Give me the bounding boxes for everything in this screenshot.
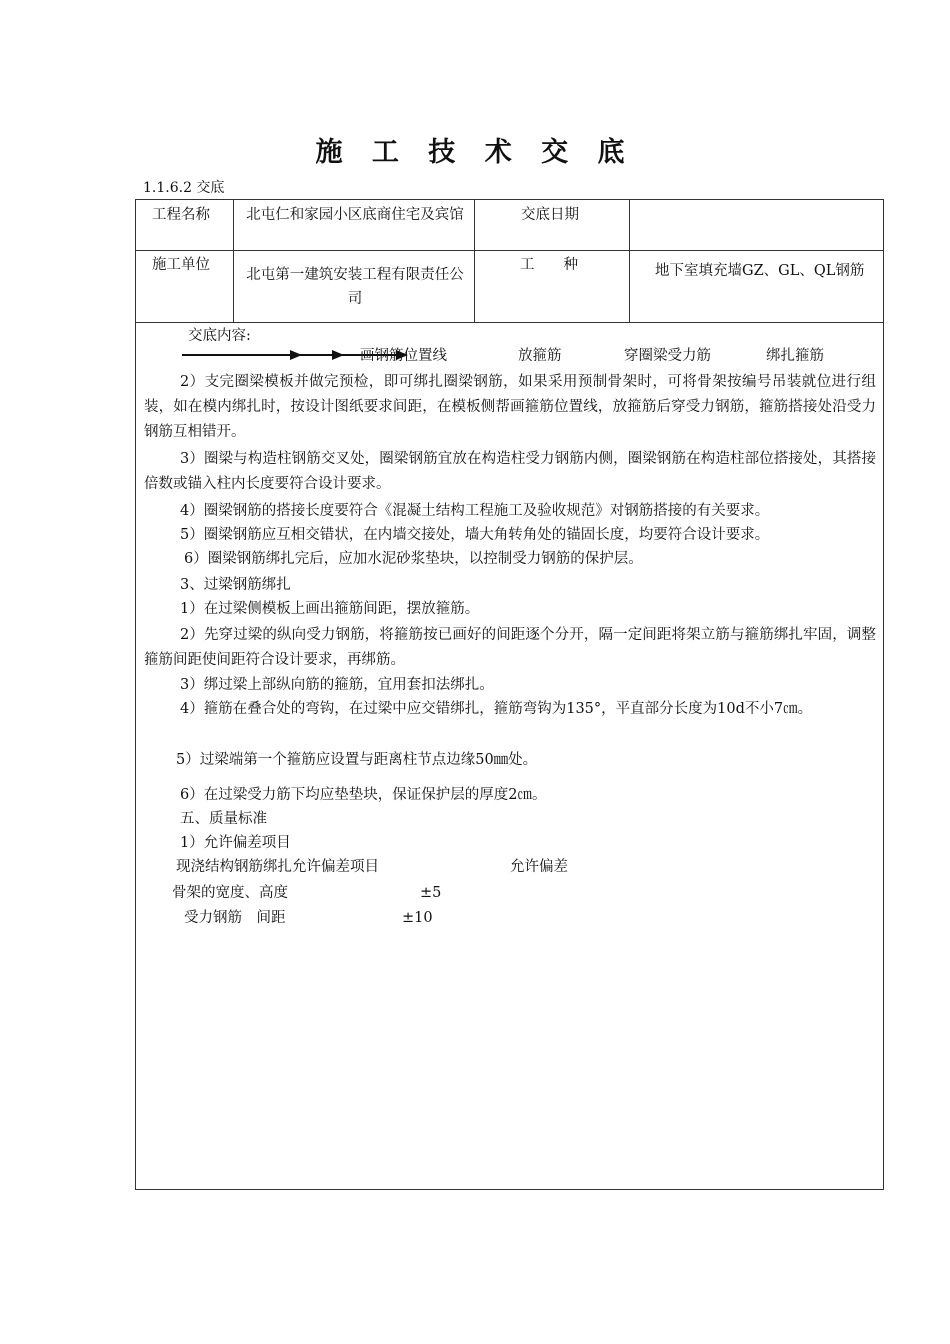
tolerance-row-item: 受力钢筋 间距 [184, 910, 286, 926]
section-number: 1.1.6.2 交底 [143, 180, 225, 196]
lintel-step-6: 6）在过梁受力筋下均应垫垫块，保证保护层的厚度2㎝。 [180, 787, 547, 803]
lintel-step-1: 1）在过梁侧模板上画出箍筋间距，摆放箍筋。 [180, 601, 480, 617]
paragraph-4: 4）圈梁钢筋的搭接长度要符合《混凝土结构工程施工及验收规范》对钢筋搭接的有关要求。 [180, 503, 770, 519]
flow-step-2: 放箍筋 [518, 348, 562, 364]
flow-step-4: 绑扎箍筋 [766, 348, 824, 364]
lintel-step-3: 3）绑过梁上部纵向筋的箍筋，宜用套扣法绑扎。 [180, 677, 494, 693]
content-label: 交底内容: [188, 328, 251, 344]
tolerance-row-value: ±5 [420, 885, 442, 901]
work-type-label: 工 种 [520, 257, 578, 273]
document-title: 施 工 技 术 交 底 [315, 137, 635, 168]
section-5-heading: 五、质量标准 [180, 811, 267, 827]
tolerance-row-item: 骨架的宽度、高度 [172, 885, 288, 901]
lintel-step-2: 2）先穿过梁的纵向受力钢筋，将箍筋按已画好的间距逐个分开，隔一定间距将架立筋与箍筋绑扎牢固，调整箍筋间距使间距符合设计要求，再绑筋。 [144, 627, 876, 668]
tolerance-item-header: 现浇结构钢筋绑扎允许偏差项目 [176, 859, 379, 875]
construction-unit-label: 施工单位 [152, 257, 210, 273]
paragraph-2: 2）支完圈梁模板并做完预检，即可绑扎圈梁钢筋，如果采用预制骨架时，可将骨架按编号吊装就位进行组装，如在模内绑扎时，按设计图纸要求间距，在模板侧帮画箍筋位置线，放箍筋后穿受力钢筋，箍筋搭接处沿受力钢筋互相错开。 [144, 374, 876, 440]
lintel-step-5: 5）过梁端第一个箍筋应设置与距离柱节点边缘50㎜处。 [176, 752, 538, 768]
disclosure-date-label: 交底日期 [521, 207, 579, 223]
paragraph-5: 5）圈梁钢筋应互相交错状，在内墙交接处，墙大角转角处的锚固长度，均要符合设计要求。 [180, 527, 770, 543]
construction-unit-value: 北屯第一建筑安装工程有限责任公司 [246, 267, 464, 307]
disclosure-table [135, 199, 884, 1190]
project-name-label: 工程名称 [152, 207, 210, 223]
lintel-step-4: 4）箍筋在叠合处的弯钩，在过梁中应交错绑扎，箍筋弯钩为135°，平直部分长度为10d不小7㎝。 [180, 701, 813, 717]
row-divider [136, 250, 883, 251]
work-type-value: 地下室填充墙GZ、GL、QL钢筋 [655, 263, 865, 279]
project-name-value: 北屯仁和家园小区底商住宅及宾馆 [246, 207, 464, 223]
flow-step-1: 画钢筋位置线 [360, 348, 447, 364]
paragraph-6: 6）圈梁钢筋绑扎完后，应加水泥砂浆垫块，以控制受力钢筋的保护层。 [184, 551, 643, 567]
row-divider [136, 322, 883, 323]
tolerance-value-header: 允许偏差 [510, 859, 568, 875]
tolerance-row-value: ±10 [402, 910, 433, 926]
section-3-heading: 3、过梁钢筋绑扎 [180, 577, 291, 593]
col-divider [233, 200, 234, 322]
col-divider [629, 200, 630, 322]
paragraph-3: 3）圈梁与构造柱钢筋交叉处，圈梁钢筋宜放在构造柱受力钢筋内侧，圈梁钢筋在构造柱部位搭接处，其搭接倍数或锚入柱内长度要符合设计要求。 [144, 451, 876, 492]
col-divider [474, 200, 475, 322]
quality-item-1: 1）允许偏差项目 [180, 835, 291, 851]
flow-step-3: 穿圈梁受力筋 [624, 348, 711, 364]
